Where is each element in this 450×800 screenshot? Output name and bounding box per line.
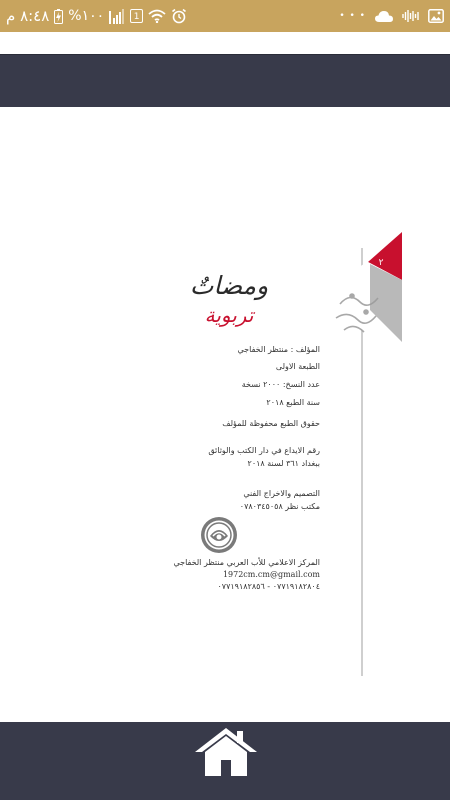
status-bar-right: [339, 5, 444, 27]
clock: ٨:٤٨ م: [6, 7, 50, 25]
charging-icon: [54, 9, 63, 24]
rights-line: حقوق الطبع محفوظة للمؤلف: [222, 419, 320, 428]
wifi-icon: [148, 9, 166, 23]
page-number: ٢: [378, 258, 384, 268]
alarm-icon: [171, 8, 187, 24]
signal-bars-icon: [109, 9, 125, 24]
status-bar: [0, 0, 450, 32]
author-line: المؤلف : منتظر الخفاجي: [237, 345, 320, 354]
calligraphy-title-icon: [186, 266, 272, 332]
media-center-emblem-icon: [200, 516, 238, 554]
title-line1: ومضاتٌ: [189, 271, 269, 300]
phones-line: ٠٧٧١٩١٨٢٨٠٤ - ٠٧٧١٩١٨٢٨٥٦: [217, 582, 320, 591]
status-bar-left: [6, 5, 187, 27]
sim-badge: 1: [130, 9, 143, 23]
deposit-line-1: رقم الايداع في دار الكتب والوثائق: [208, 446, 320, 455]
home-icon: [193, 726, 259, 778]
design-line-1: التصميم والاخراج الفني: [243, 489, 320, 498]
copies-line: عدد النسخ: ٢٠٠٠ نسخة: [241, 380, 320, 389]
edition-line: الطبعة الاولى: [275, 362, 320, 371]
design-line-2: مكتب نظر ٠٧٨٠٣٤٥٠٥٨: [239, 502, 320, 511]
status-spacer: [0, 32, 450, 54]
corner-ornament: [330, 232, 402, 352]
print-year-line: سنة الطبع ٢٠١٨: [266, 398, 320, 407]
email-line: 1972cm.cm@gmail.com: [222, 570, 320, 579]
book-page[interactable]: [0, 107, 450, 722]
deposit-line-2: ببغداد ٣٦١ لسنة ٢٠١٨: [247, 459, 320, 468]
battery-percent: %١٠٠: [68, 8, 105, 24]
book-title-logo: [186, 266, 272, 332]
image-icon: [428, 9, 444, 23]
top-toolbar: [0, 54, 450, 108]
waveform-icon: [402, 9, 420, 23]
center-line: المركز الاعلامي للأب العربي منتظر الخفاجي: [173, 558, 320, 567]
home-button[interactable]: [193, 726, 259, 778]
cloud-icon: [374, 10, 394, 23]
title-line2: تربوية: [204, 303, 254, 327]
more-dots: • • •: [339, 11, 366, 21]
